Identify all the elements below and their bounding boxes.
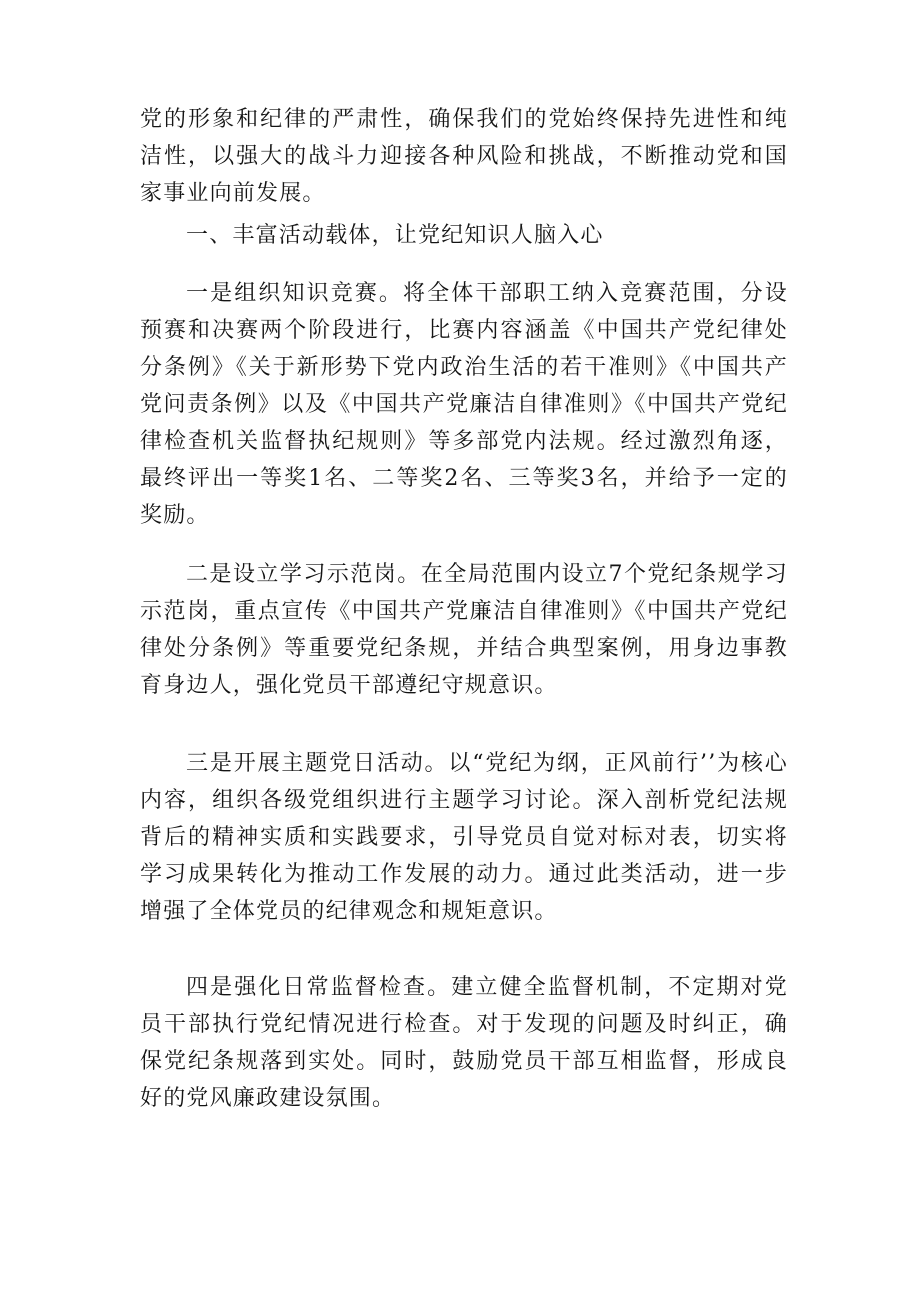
paragraph-knowledge-contest: 一是组织知识竞赛。将全体干部职工纳入竞赛范围，分设预赛和决赛两个阶段进行，比赛内容涵盖《中国共产党纪律处分条例》《关于新形势下党内政治生活的若干准则》《中国共产党问责条例》以及《中国共产党廉洁自律准则》《中国共产党纪律检查机关监督执纪规则》等多部党内法规。经过激烈角逐，最终评出一等奖1名、二等奖2名、三等奖3名，并给予一定的奖励。 xyxy=(140,281,788,528)
paragraph-supervision: 四是强化日常监督检查。建立健全监督机制，不定期对党员干部执行党纪情况进行检查。对于发现的问题及时纠正，确保党纪条规落到实处。同时，鼓励党员干部互相监督，形成良好的党风廉政建设氛围。 xyxy=(140,975,788,1111)
paragraph-theme-day: 三是开展主题党日活动。以“党纪为纲，正风前行’’为核心内容，组织各级党组织进行主题学习讨论。深入剖析党纪法规背后的精神实质和实践要求，引导党员自觉对标对表，切实将学习成果转化为推动工作发展的动力。通过此类活动，进一步增强了全体党员的纪律观念和规矩意识。 xyxy=(140,751,788,924)
paragraph-model-post: 二是设立学习示范岗。在全局范围内设立7个党纪条规学习示范岗，重点宣传《中国共产党廉洁自律准则》《中国共产党纪律处分条例》等重要党纪条规，并结合典型案例，用身边事教育身边人，强化党员干部遵纪守规意识。 xyxy=(140,562,788,698)
section-heading: 一、丰富活动载体，让党纪知识人脑入心 xyxy=(186,223,604,248)
paragraph-continuation: 党的形象和纪律的严肃性，确保我们的党始终保持先进性和纯洁性，以强大的战斗力迎接各种风险和挑战，不断推动党和国家事业向前发展。 xyxy=(140,107,788,206)
